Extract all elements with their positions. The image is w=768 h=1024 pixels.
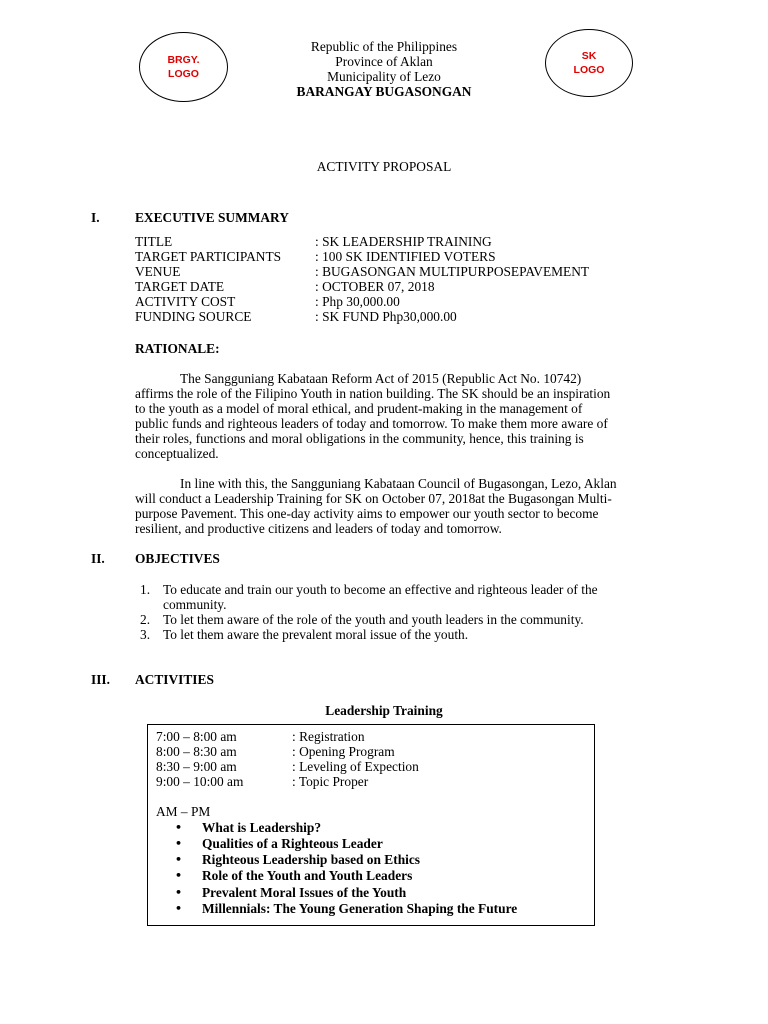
schedule-desc: : Opening Program <box>292 744 395 759</box>
summary-value: : SK LEADERSHIP TRAINING <box>315 234 492 249</box>
header-line-1: Republic of the Philippines <box>310 39 458 54</box>
section-3-numeral: III. <box>91 672 110 687</box>
objective-text: community. <box>163 597 227 612</box>
bullet-icon: • <box>175 853 183 866</box>
summary-row <box>135 264 695 279</box>
objective-number: 2. <box>140 612 151 627</box>
header-barangay-name: BARANGAY BUGASONGAN <box>296 84 472 99</box>
schedule-time: 8:30 – 9:00 am <box>156 759 237 774</box>
rationale-paragraph-2 <box>135 476 675 536</box>
rationale-title: RATIONALE: <box>135 341 220 356</box>
document-title: ACTIVITY PROPOSAL <box>316 159 452 174</box>
summary-value: : OCTOBER 07, 2018 <box>315 279 435 294</box>
am-pm-label: AM – PM <box>156 804 211 819</box>
summary-row <box>135 309 695 324</box>
paragraph-line: resilient, and productive citizens and leaders of today and tomorrow. <box>135 521 502 536</box>
document-header <box>0 39 768 99</box>
objective-text: To let them aware the prevalent moral issue of the youth. <box>163 627 469 642</box>
summary-row <box>135 234 695 249</box>
schedule-time: 7:00 – 8:00 am <box>156 729 237 744</box>
section-2-numeral: II. <box>91 551 105 566</box>
section-3-title: ACTIVITIES <box>135 672 214 687</box>
summary-label: TARGET PARTICIPANTS <box>135 249 282 264</box>
schedule-desc: : Leveling of Expection <box>292 759 419 774</box>
objective-text: To let them aware of the role of the youth and youth leaders in the community. <box>163 612 584 627</box>
paragraph-line: The Sangguniang Kabataan Reform Act of 2015 (Republic Act No. 10742) <box>180 371 582 386</box>
paragraph-line: will conduct a Leadership Training for SK on October 07, 2018at the Bugasongan Multi- <box>135 491 612 506</box>
topic-text: Righteous Leadership based on Ethics <box>202 852 421 867</box>
summary-label: ACTIVITY COST <box>135 294 236 309</box>
paragraph-line: purpose Pavement. This one-day activity aims to empower our youth sector to become <box>135 506 599 521</box>
section-1-numeral: I. <box>91 210 100 225</box>
paragraph-line: In line with this, the Sangguniang Kabataan Council of Bugasongan, Lezo, Aklan <box>180 476 617 491</box>
schedule-desc: : Registration <box>292 729 365 744</box>
paragraph-line: conceptualized. <box>135 446 219 461</box>
bullet-icon: • <box>175 886 183 899</box>
sk-logo-line2: LOGO <box>573 64 605 76</box>
bullet-icon: • <box>175 902 183 915</box>
summary-value: : 100 SK IDENTIFIED VOTERS <box>315 249 496 264</box>
schedule-time: 8:00 – 8:30 am <box>156 744 237 759</box>
summary-label: VENUE <box>135 264 181 279</box>
summary-label: TITLE <box>135 234 173 249</box>
summary-row <box>135 279 695 294</box>
paragraph-line: public funds and righteous leaders of today and tomorrow. To make them more aware of <box>135 416 608 431</box>
bullet-icon: • <box>175 837 183 850</box>
header-line-2: Province of Aklan <box>335 54 433 69</box>
objective-text: To educate and train our youth to become an effective and righteous leader of the <box>163 582 598 597</box>
topic-text: Millennials: The Young Generation Shaping the Future <box>202 901 518 916</box>
activity-subtitle: Leadership Training <box>325 703 443 718</box>
barangay-logo-line1: BRGY. <box>167 54 200 66</box>
barangay-logo-line2: LOGO <box>168 68 199 80</box>
summary-row <box>135 294 695 309</box>
sk-logo-line1: SK <box>581 50 597 62</box>
topic-text: What is Leadership? <box>202 820 322 835</box>
header-line-3: Municipality of Lezo <box>327 69 441 84</box>
paragraph-line: to the youth as a model of moral ethical, and prudent-making in the management of <box>135 401 583 416</box>
rationale-paragraph-1 <box>135 371 675 461</box>
summary-label: TARGET DATE <box>135 279 225 294</box>
summary-value: : BUGASONGAN MULTIPURPOSEPAVEMENT <box>315 264 590 279</box>
objective-number: 1. <box>140 582 151 597</box>
schedule-box <box>147 724 595 926</box>
summary-label: FUNDING SOURCE <box>135 309 252 324</box>
bullet-icon: • <box>175 821 183 834</box>
topic-text: Prevalent Moral Issues of the Youth <box>202 885 407 900</box>
summary-value: : Php 30,000.00 <box>315 294 400 309</box>
section-2-title: OBJECTIVES <box>135 551 220 566</box>
summary-value: : SK FUND Php30,000.00 <box>315 309 457 324</box>
paragraph-line: their roles, functions and moral obligations in the community, hence, this training is <box>135 431 584 446</box>
objective-number: 3. <box>140 627 151 642</box>
summary-row <box>135 249 695 264</box>
topic-text: Role of the Youth and Youth Leaders <box>202 868 413 883</box>
section-1-title: EXECUTIVE SUMMARY <box>135 210 289 225</box>
schedule-desc: : Topic Proper <box>292 774 369 789</box>
paragraph-line: affirms the role of the Filipino Youth in nation building. The SK should be an inspiration <box>135 386 611 401</box>
bullet-icon: • <box>175 869 183 882</box>
schedule-time: 9:00 – 10:00 am <box>156 774 244 789</box>
topic-text: Qualities of a Righteous Leader <box>202 836 383 851</box>
